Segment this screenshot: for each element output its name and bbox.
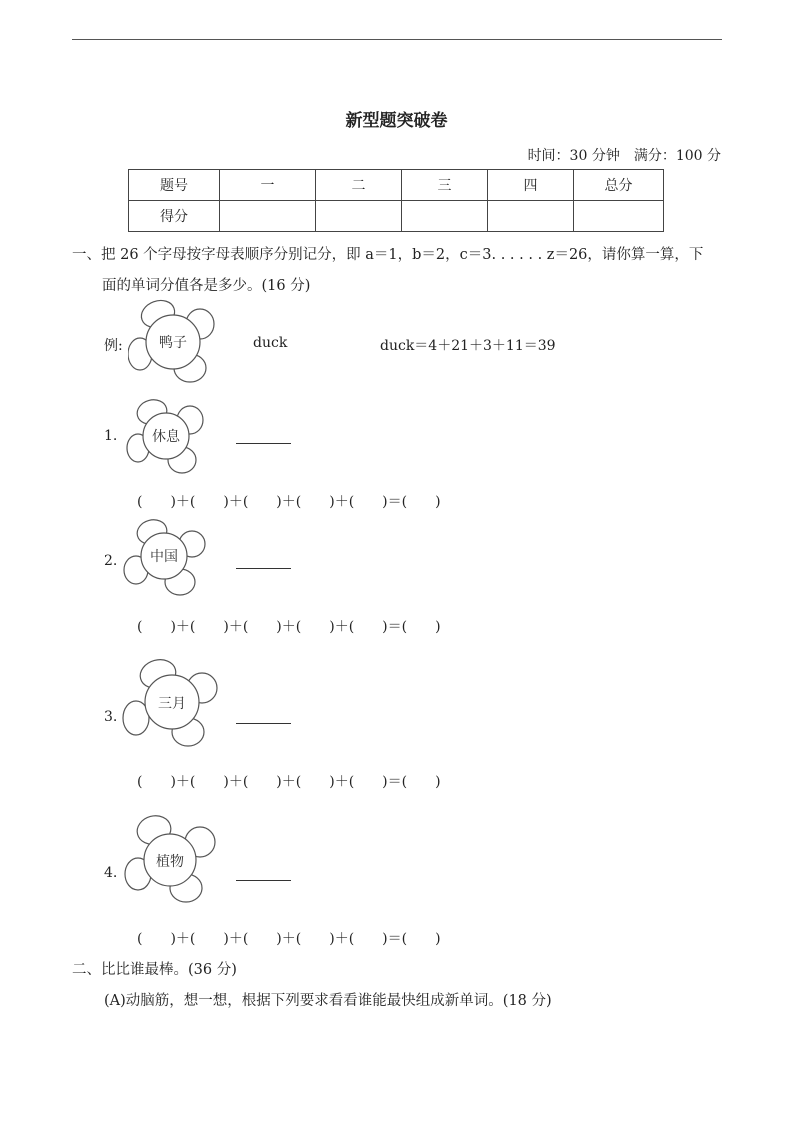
flower-item-3	[122, 656, 222, 748]
example-word: duck	[253, 335, 288, 351]
section2-title: 二、比比谁最棒。(36 分)	[72, 962, 237, 978]
section1-line1: 一、把 26 个字母按字母表顺序分别记分，即 a＝1，b＝2，c＝3. . . . . . z＝26，请你算一算，下	[72, 247, 704, 263]
section2-subA: (A)动脑筋，想一想，根据下列要求看看谁能最快组成新单词。(18 分)	[104, 993, 552, 1009]
flower-item-2	[122, 518, 208, 600]
item-number: 2.	[104, 553, 118, 569]
score-table	[128, 169, 664, 232]
item-number: 1.	[104, 428, 118, 444]
score-cell	[316, 201, 402, 232]
flower-text: 三月	[158, 696, 186, 712]
example-label: 例:	[104, 338, 123, 354]
score-table-score-row	[129, 201, 664, 232]
flower-text: 植物	[156, 854, 184, 870]
score-cell: 二	[316, 170, 402, 201]
flower-item-4	[124, 812, 220, 904]
example-answer: duck＝4＋21＋3＋11＝39	[380, 338, 556, 354]
score-cell	[402, 201, 488, 232]
item-number: 4.	[104, 865, 118, 881]
score-cell	[220, 201, 316, 232]
score-cell: 总分	[574, 170, 664, 201]
formula-line: ( )＋( )＋( )＋( )＋( )＝( )	[137, 774, 441, 790]
formula-line: ( )＋( )＋( )＋( )＋( )＝( )	[137, 494, 441, 510]
section1-line2: 面的单词分值各是多少。(16 分)	[102, 278, 311, 294]
formula-line: ( )＋( )＋( )＋( )＋( )＝( )	[137, 931, 441, 947]
answer-blank[interactable]	[236, 443, 291, 444]
answer-blank[interactable]	[236, 880, 291, 881]
score-cell: 四	[488, 170, 574, 201]
flower-text: 休息	[152, 429, 180, 445]
section1-instructions	[72, 240, 724, 302]
score-cell: 一	[220, 170, 316, 201]
formula-line: ( )＋( )＋( )＋( )＋( )＝( )	[137, 619, 441, 635]
score-cell: 题号	[129, 170, 220, 201]
header-rule	[72, 39, 722, 40]
exam-meta: 时间：30 分钟 满分：100 分	[527, 148, 721, 164]
flower-example	[128, 298, 220, 388]
score-cell	[488, 201, 574, 232]
score-cell: 得分	[129, 201, 220, 232]
flower-text: 鸭子	[159, 335, 187, 351]
flower-text: 中国	[150, 549, 178, 565]
answer-blank[interactable]	[236, 723, 291, 724]
score-cell	[574, 201, 664, 232]
page-title: 新型题突破卷	[345, 111, 448, 131]
item-number: 3.	[104, 709, 118, 725]
score-cell: 三	[402, 170, 488, 201]
score-table-header-row	[129, 170, 664, 201]
answer-blank[interactable]	[236, 568, 291, 569]
flower-item-1	[126, 396, 210, 478]
